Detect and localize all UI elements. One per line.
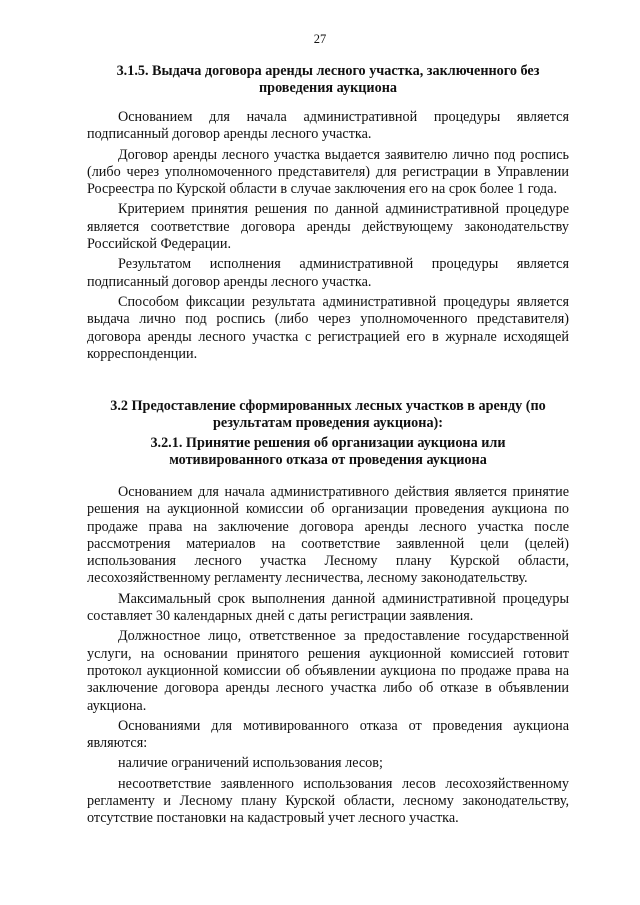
paragraph: Договор аренды лесного участка выдается заявителю лично под роспись (либо через уполномоченного представителя) для регистрации в Управлении Росреестра по Курской области в случае заключения его на срок более 1 года. [87, 146, 569, 198]
paragraph: Основанием для начала административной процедуры является подписанный договор аренды лесного участка. [87, 109, 569, 143]
paragraph: Основанием для начала административного действия является принятие решения на аукционной комиссии об организации проведения аукциона по продаже права на заключение договора аренды лесного участка после рассмотрения материалов на соответствие заявленной цели (целей) использования лесного участка Лесному плану Курской области, лесохозяйственному регламенту лесничества, лесному законодательству. [87, 484, 569, 587]
section-3-2-1-body [87, 484, 569, 828]
section-3-1-5-heading [87, 63, 569, 97]
list-item: несоответствие заявленного использования лесов лесохозяйственному регламенту и Лесному плану Курской области, лесному законодательству, отсутствие постановки на кадастровый учет лесного участка. [87, 775, 569, 827]
heading-line: 3.1.5. Выдача договора аренды лесного участка, заключенного без [116, 63, 540, 79]
paragraph: Критерием принятия решения по данной административной процедуре является соответствие договора аренды действующему законодательству Российской Федерации. [87, 201, 569, 253]
paragraph: Максимальный срок выполнения данной административной процедуры составляет 30 календарных дней с даты регистрации заявления. [87, 590, 569, 625]
heading-line: результатам проведения аукциона): [213, 415, 443, 431]
subheading-line: 3.2.1. Принятие решения об организации аукциона или [150, 435, 506, 451]
subheading-line: мотивированного отказа от проведения аукциона [169, 452, 487, 468]
paragraph: Должностное лицо, ответственное за предоставление государственной услуги, на основании принятого решения аукционной комиссией готовит протокол аукционной комиссии об объявлении аукциона по продаже права на заключение договора аренды лесного участка либо об отказе в объявлении аукциона. [87, 628, 569, 714]
section-3-1-5-body [87, 109, 569, 363]
paragraph: Результатом исполнения административной процедуры является подписанный договор аренды лесного участка. [87, 256, 569, 290]
paragraph: Основаниями для мотивированного отказа от проведения аукциона являются: [87, 717, 569, 752]
page-number: 27 [313, 32, 327, 46]
heading-line: проведения аукциона [259, 80, 397, 96]
section-3-2-heading [87, 398, 569, 469]
heading-line: 3.2 Предоставление сформированных лесных участков в аренду (по [110, 398, 546, 414]
list-item: наличие ограничений использования лесов; [118, 755, 383, 772]
paragraph: Способом фиксации результата административной процедуры является выдача лично под роспись (либо через уполномоченного представителя) договора аренды лесного участка с регистрацией его в журнале исходящей корреспонденции. [87, 293, 569, 362]
